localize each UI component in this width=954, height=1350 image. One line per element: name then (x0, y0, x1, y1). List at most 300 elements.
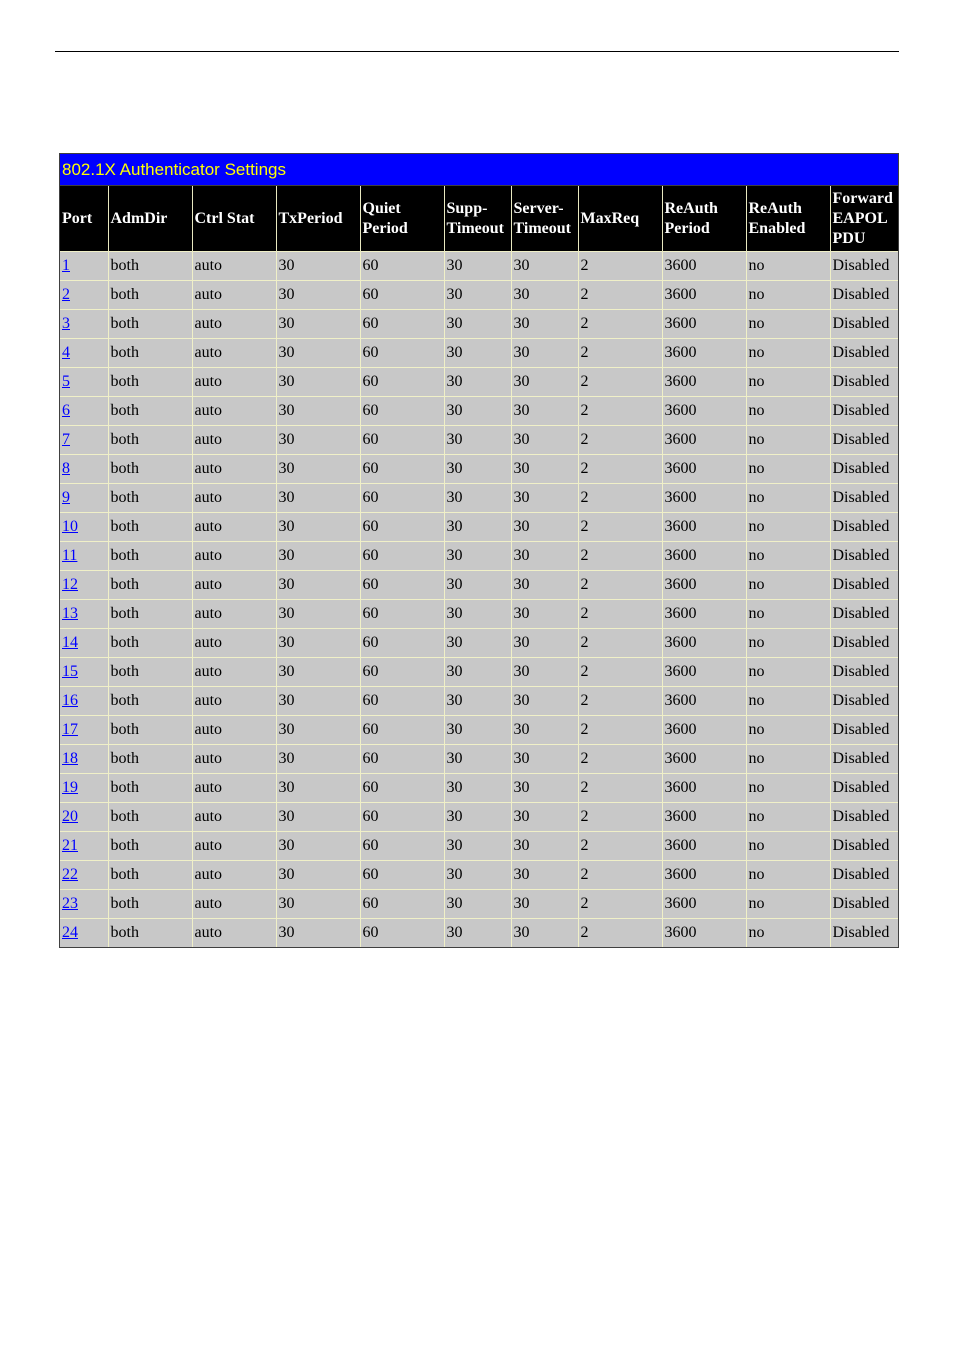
cell-maxreq: 2 (578, 368, 662, 397)
cell-admdir: both (108, 658, 192, 687)
column-header-line: Timeout (446, 219, 504, 237)
cell-reauth-period: 3600 (662, 832, 746, 861)
cell-port (60, 252, 108, 281)
cell-reauth-period: 3600 (662, 687, 746, 716)
table-row (60, 484, 898, 513)
cell-reauth-period: 3600 (662, 426, 746, 455)
cell-quiet-period: 60 (360, 571, 444, 600)
port-link[interactable]: 24 (62, 924, 78, 941)
cell-maxreq: 2 (578, 658, 662, 687)
cell-quiet-period: 60 (360, 919, 444, 948)
table-row (60, 252, 898, 281)
cell-port (60, 861, 108, 890)
cell-forward-eapol-pdu: Disabled (830, 803, 898, 832)
cell-port (60, 716, 108, 745)
cell-admdir: both (108, 832, 192, 861)
cell-quiet-period: 60 (360, 716, 444, 745)
cell-supp-timeout: 30 (444, 745, 511, 774)
cell-reauth-period: 3600 (662, 658, 746, 687)
cell-reauth-period: 3600 (662, 803, 746, 832)
cell-maxreq: 2 (578, 310, 662, 339)
cell-supp-timeout: 30 (444, 252, 511, 281)
table-row (60, 629, 898, 658)
cell-admdir: both (108, 281, 192, 310)
cell-supp-timeout: 30 (444, 397, 511, 426)
cell-txperiod: 30 (276, 368, 360, 397)
column-header-reauth-period (662, 186, 746, 252)
cell-forward-eapol-pdu: Disabled (830, 310, 898, 339)
column-header-line: Port (62, 209, 93, 227)
cell-admdir: both (108, 629, 192, 658)
cell-quiet-period: 60 (360, 745, 444, 774)
cell-quiet-period: 60 (360, 397, 444, 426)
cell-ctrl-stat: auto (192, 658, 276, 687)
cell-reauth-period: 3600 (662, 745, 746, 774)
cell-ctrl-stat: auto (192, 252, 276, 281)
port-link[interactable]: 9 (62, 489, 70, 506)
table-row (60, 745, 898, 774)
cell-quiet-period: 60 (360, 832, 444, 861)
column-header-line: EAPOL (832, 209, 888, 227)
cell-supp-timeout: 30 (444, 861, 511, 890)
cell-reauth-period: 3600 (662, 890, 746, 919)
cell-forward-eapol-pdu: Disabled (830, 861, 898, 890)
cell-ctrl-stat: auto (192, 368, 276, 397)
cell-reauth-enabled: no (746, 861, 830, 890)
cell-ctrl-stat: auto (192, 803, 276, 832)
cell-maxreq: 2 (578, 890, 662, 919)
cell-forward-eapol-pdu: Disabled (830, 600, 898, 629)
cell-supp-timeout: 30 (444, 803, 511, 832)
cell-reauth-period: 3600 (662, 252, 746, 281)
port-link[interactable]: 4 (62, 344, 70, 361)
column-header-txperiod (276, 186, 360, 252)
cell-ctrl-stat: auto (192, 861, 276, 890)
port-link[interactable]: 18 (62, 750, 78, 767)
cell-supp-timeout: 30 (444, 774, 511, 803)
port-link[interactable]: 13 (62, 605, 78, 622)
cell-supp-timeout: 30 (444, 368, 511, 397)
cell-reauth-period: 3600 (662, 484, 746, 513)
table-row (60, 832, 898, 861)
cell-server-timeout: 30 (511, 484, 578, 513)
cell-reauth-enabled: no (746, 281, 830, 310)
cell-quiet-period: 60 (360, 252, 444, 281)
cell-maxreq: 2 (578, 919, 662, 948)
cell-quiet-period: 60 (360, 890, 444, 919)
cell-server-timeout: 30 (511, 513, 578, 542)
cell-supp-timeout: 30 (444, 513, 511, 542)
cell-reauth-period: 3600 (662, 310, 746, 339)
cell-txperiod: 30 (276, 339, 360, 368)
cell-txperiod: 30 (276, 426, 360, 455)
cell-reauth-enabled: no (746, 339, 830, 368)
port-link[interactable]: 12 (62, 576, 78, 593)
cell-admdir: both (108, 803, 192, 832)
cell-admdir: both (108, 745, 192, 774)
column-header-line: Period (664, 219, 710, 237)
cell-reauth-period: 3600 (662, 368, 746, 397)
cell-ctrl-stat: auto (192, 571, 276, 600)
cell-server-timeout: 30 (511, 571, 578, 600)
cell-server-timeout: 30 (511, 861, 578, 890)
cell-ctrl-stat: auto (192, 484, 276, 513)
cell-supp-timeout: 30 (444, 455, 511, 484)
cell-maxreq: 2 (578, 252, 662, 281)
cell-reauth-enabled: no (746, 571, 830, 600)
cell-forward-eapol-pdu: Disabled (830, 745, 898, 774)
port-link[interactable]: 23 (62, 895, 78, 912)
cell-supp-timeout: 30 (444, 687, 511, 716)
table-row (60, 310, 898, 339)
cell-server-timeout: 30 (511, 368, 578, 397)
cell-forward-eapol-pdu: Disabled (830, 629, 898, 658)
cell-quiet-period: 60 (360, 803, 444, 832)
cell-maxreq: 2 (578, 774, 662, 803)
column-header-line: Timeout (513, 219, 571, 237)
table-row (60, 455, 898, 484)
cell-admdir: both (108, 310, 192, 339)
cell-port (60, 542, 108, 571)
cell-admdir: both (108, 513, 192, 542)
cell-ctrl-stat: auto (192, 600, 276, 629)
column-header-line: PDU (832, 229, 866, 247)
cell-admdir: both (108, 687, 192, 716)
cell-port (60, 658, 108, 687)
cell-supp-timeout: 30 (444, 629, 511, 658)
cell-forward-eapol-pdu: Disabled (830, 542, 898, 571)
cell-server-timeout: 30 (511, 716, 578, 745)
cell-port (60, 397, 108, 426)
cell-ctrl-stat: auto (192, 542, 276, 571)
cell-forward-eapol-pdu: Disabled (830, 658, 898, 687)
cell-quiet-period: 60 (360, 484, 444, 513)
port-link[interactable]: 20 (62, 808, 78, 825)
cell-txperiod: 30 (276, 861, 360, 890)
cell-admdir: both (108, 339, 192, 368)
cell-forward-eapol-pdu: Disabled (830, 774, 898, 803)
cell-server-timeout: 30 (511, 890, 578, 919)
cell-txperiod: 30 (276, 774, 360, 803)
cell-quiet-period: 60 (360, 658, 444, 687)
page-top-rule (55, 51, 899, 52)
cell-reauth-enabled: no (746, 513, 830, 542)
cell-maxreq: 2 (578, 513, 662, 542)
cell-reauth-enabled: no (746, 658, 830, 687)
cell-port (60, 600, 108, 629)
cell-port (60, 339, 108, 368)
cell-forward-eapol-pdu: Disabled (830, 339, 898, 368)
table-row (60, 890, 898, 919)
column-header-line: ReAuth (748, 199, 802, 217)
cell-txperiod: 30 (276, 803, 360, 832)
port-link[interactable]: 6 (62, 402, 70, 419)
table-row (60, 426, 898, 455)
table-row (60, 368, 898, 397)
cell-server-timeout: 30 (511, 252, 578, 281)
cell-txperiod: 30 (276, 542, 360, 571)
cell-supp-timeout: 30 (444, 658, 511, 687)
cell-maxreq: 2 (578, 861, 662, 890)
column-header-quiet-period (360, 186, 444, 252)
cell-server-timeout: 30 (511, 803, 578, 832)
cell-reauth-enabled: no (746, 368, 830, 397)
cell-reauth-period: 3600 (662, 716, 746, 745)
port-link[interactable]: 21 (62, 837, 78, 854)
cell-ctrl-stat: auto (192, 629, 276, 658)
port-link[interactable]: 15 (62, 663, 78, 680)
cell-maxreq: 2 (578, 629, 662, 658)
cell-txperiod: 30 (276, 890, 360, 919)
cell-maxreq: 2 (578, 397, 662, 426)
cell-quiet-period: 60 (360, 687, 444, 716)
cell-txperiod: 30 (276, 687, 360, 716)
port-link[interactable]: 16 (62, 692, 78, 709)
cell-supp-timeout: 30 (444, 339, 511, 368)
cell-admdir: both (108, 397, 192, 426)
cell-reauth-enabled: no (746, 832, 830, 861)
cell-ctrl-stat: auto (192, 339, 276, 368)
cell-admdir: both (108, 861, 192, 890)
port-link[interactable]: 19 (62, 779, 78, 796)
cell-txperiod: 30 (276, 484, 360, 513)
cell-server-timeout: 30 (511, 600, 578, 629)
cell-admdir: both (108, 252, 192, 281)
column-header-line: ReAuth (664, 199, 718, 217)
cell-port (60, 774, 108, 803)
cell-maxreq: 2 (578, 339, 662, 368)
port-link[interactable]: 1 (62, 257, 70, 274)
port-link[interactable]: 8 (62, 460, 70, 477)
port-link[interactable]: 14 (62, 634, 78, 651)
cell-txperiod: 30 (276, 252, 360, 281)
cell-port (60, 455, 108, 484)
column-header-line: Supp- (446, 199, 488, 217)
cell-forward-eapol-pdu: Disabled (830, 890, 898, 919)
cell-forward-eapol-pdu: Disabled (830, 397, 898, 426)
cell-ctrl-stat: auto (192, 716, 276, 745)
table-row (60, 339, 898, 368)
cell-quiet-period: 60 (360, 368, 444, 397)
column-header-server-timeout (511, 186, 578, 252)
cell-server-timeout: 30 (511, 426, 578, 455)
column-header-admdir (108, 186, 192, 252)
cell-server-timeout: 30 (511, 310, 578, 339)
cell-server-timeout: 30 (511, 745, 578, 774)
cell-supp-timeout: 30 (444, 542, 511, 571)
cell-maxreq: 2 (578, 803, 662, 832)
cell-maxreq: 2 (578, 600, 662, 629)
cell-ctrl-stat: auto (192, 745, 276, 774)
cell-admdir: both (108, 455, 192, 484)
cell-reauth-period: 3600 (662, 281, 746, 310)
cell-reauth-enabled: no (746, 426, 830, 455)
cell-quiet-period: 60 (360, 281, 444, 310)
cell-port (60, 803, 108, 832)
cell-forward-eapol-pdu: Disabled (830, 919, 898, 948)
port-link[interactable]: 10 (62, 518, 78, 535)
cell-admdir: both (108, 890, 192, 919)
column-header-line: TxPeriod (278, 209, 343, 227)
cell-maxreq: 2 (578, 484, 662, 513)
cell-reauth-enabled: no (746, 455, 830, 484)
cell-reauth-period: 3600 (662, 571, 746, 600)
cell-reauth-period: 3600 (662, 397, 746, 426)
cell-port (60, 687, 108, 716)
cell-admdir: both (108, 426, 192, 455)
cell-admdir: both (108, 600, 192, 629)
cell-server-timeout: 30 (511, 542, 578, 571)
authenticator-settings-panel (59, 153, 899, 948)
cell-reauth-enabled: no (746, 716, 830, 745)
cell-server-timeout: 30 (511, 774, 578, 803)
column-header-line: AdmDir (110, 209, 168, 227)
cell-maxreq: 2 (578, 832, 662, 861)
table-row (60, 658, 898, 687)
cell-forward-eapol-pdu: Disabled (830, 484, 898, 513)
table-row (60, 513, 898, 542)
table-row (60, 774, 898, 803)
cell-ctrl-stat: auto (192, 426, 276, 455)
cell-reauth-enabled: no (746, 542, 830, 571)
cell-supp-timeout: 30 (444, 600, 511, 629)
cell-supp-timeout: 30 (444, 716, 511, 745)
cell-forward-eapol-pdu: Disabled (830, 571, 898, 600)
port-link[interactable]: 11 (62, 547, 78, 564)
cell-supp-timeout: 30 (444, 310, 511, 339)
cell-reauth-enabled: no (746, 397, 830, 426)
cell-ctrl-stat: auto (192, 890, 276, 919)
cell-supp-timeout: 30 (444, 484, 511, 513)
cell-admdir: both (108, 484, 192, 513)
cell-port (60, 310, 108, 339)
cell-txperiod: 30 (276, 832, 360, 861)
cell-ctrl-stat: auto (192, 281, 276, 310)
cell-txperiod: 30 (276, 571, 360, 600)
column-header-reauth-enabled (746, 186, 830, 252)
cell-admdir: both (108, 571, 192, 600)
cell-reauth-enabled: no (746, 919, 830, 948)
port-link[interactable]: 17 (62, 721, 78, 738)
cell-forward-eapol-pdu: Disabled (830, 281, 898, 310)
cell-txperiod: 30 (276, 658, 360, 687)
cell-reauth-enabled: no (746, 252, 830, 281)
cell-maxreq: 2 (578, 571, 662, 600)
panel-title: 802.1X Authenticator Settings (60, 154, 898, 186)
port-link[interactable]: 7 (62, 431, 70, 448)
cell-ctrl-stat: auto (192, 832, 276, 861)
port-link[interactable]: 22 (62, 866, 78, 883)
table-header-row (60, 186, 898, 252)
cell-admdir: both (108, 774, 192, 803)
port-link[interactable]: 2 (62, 286, 70, 303)
cell-txperiod: 30 (276, 745, 360, 774)
cell-reauth-enabled: no (746, 774, 830, 803)
cell-server-timeout: 30 (511, 658, 578, 687)
cell-forward-eapol-pdu: Disabled (830, 368, 898, 397)
column-header-line: Enabled (748, 219, 806, 237)
cell-txperiod: 30 (276, 919, 360, 948)
cell-reauth-enabled: no (746, 803, 830, 832)
cell-forward-eapol-pdu: Disabled (830, 716, 898, 745)
cell-quiet-period: 60 (360, 542, 444, 571)
cell-reauth-enabled: no (746, 890, 830, 919)
cell-txperiod: 30 (276, 513, 360, 542)
table-row (60, 571, 898, 600)
cell-reauth-period: 3600 (662, 629, 746, 658)
cell-forward-eapol-pdu: Disabled (830, 513, 898, 542)
cell-maxreq: 2 (578, 716, 662, 745)
cell-quiet-period: 60 (360, 426, 444, 455)
table-row (60, 919, 898, 948)
cell-reauth-enabled: no (746, 600, 830, 629)
cell-reauth-period: 3600 (662, 774, 746, 803)
cell-ctrl-stat: auto (192, 455, 276, 484)
cell-reauth-enabled: no (746, 484, 830, 513)
cell-txperiod: 30 (276, 310, 360, 339)
table-row (60, 716, 898, 745)
column-header-line: Quiet (362, 199, 401, 217)
cell-maxreq: 2 (578, 281, 662, 310)
cell-maxreq: 2 (578, 426, 662, 455)
cell-txperiod: 30 (276, 281, 360, 310)
cell-port (60, 513, 108, 542)
table-row (60, 397, 898, 426)
cell-quiet-period: 60 (360, 600, 444, 629)
cell-forward-eapol-pdu: Disabled (830, 455, 898, 484)
cell-ctrl-stat: auto (192, 397, 276, 426)
cell-reauth-period: 3600 (662, 513, 746, 542)
cell-supp-timeout: 30 (444, 890, 511, 919)
column-header-line: Ctrl Stat (194, 209, 255, 227)
cell-forward-eapol-pdu: Disabled (830, 687, 898, 716)
cell-txperiod: 30 (276, 455, 360, 484)
cell-port (60, 890, 108, 919)
cell-ctrl-stat: auto (192, 919, 276, 948)
cell-quiet-period: 60 (360, 513, 444, 542)
cell-txperiod: 30 (276, 600, 360, 629)
port-link[interactable]: 3 (62, 315, 70, 332)
cell-reauth-enabled: no (746, 310, 830, 339)
cell-ctrl-stat: auto (192, 513, 276, 542)
cell-reauth-enabled: no (746, 687, 830, 716)
cell-quiet-period: 60 (360, 774, 444, 803)
table-row (60, 861, 898, 890)
cell-admdir: both (108, 368, 192, 397)
cell-ctrl-stat: auto (192, 310, 276, 339)
cell-port (60, 281, 108, 310)
cell-server-timeout: 30 (511, 397, 578, 426)
cell-reauth-period: 3600 (662, 861, 746, 890)
cell-quiet-period: 60 (360, 455, 444, 484)
cell-server-timeout: 30 (511, 919, 578, 948)
cell-quiet-period: 60 (360, 629, 444, 658)
port-link[interactable]: 5 (62, 373, 70, 390)
cell-reauth-enabled: no (746, 745, 830, 774)
cell-maxreq: 2 (578, 455, 662, 484)
cell-admdir: both (108, 919, 192, 948)
cell-quiet-period: 60 (360, 339, 444, 368)
cell-txperiod: 30 (276, 397, 360, 426)
cell-txperiod: 30 (276, 716, 360, 745)
column-header-line: Period (362, 219, 408, 237)
cell-reauth-period: 3600 (662, 919, 746, 948)
column-header-ctrl-stat (192, 186, 276, 252)
column-header-line: MaxReq (580, 209, 640, 227)
cell-port (60, 629, 108, 658)
cell-server-timeout: 30 (511, 629, 578, 658)
column-header-supp-timeout (444, 186, 511, 252)
